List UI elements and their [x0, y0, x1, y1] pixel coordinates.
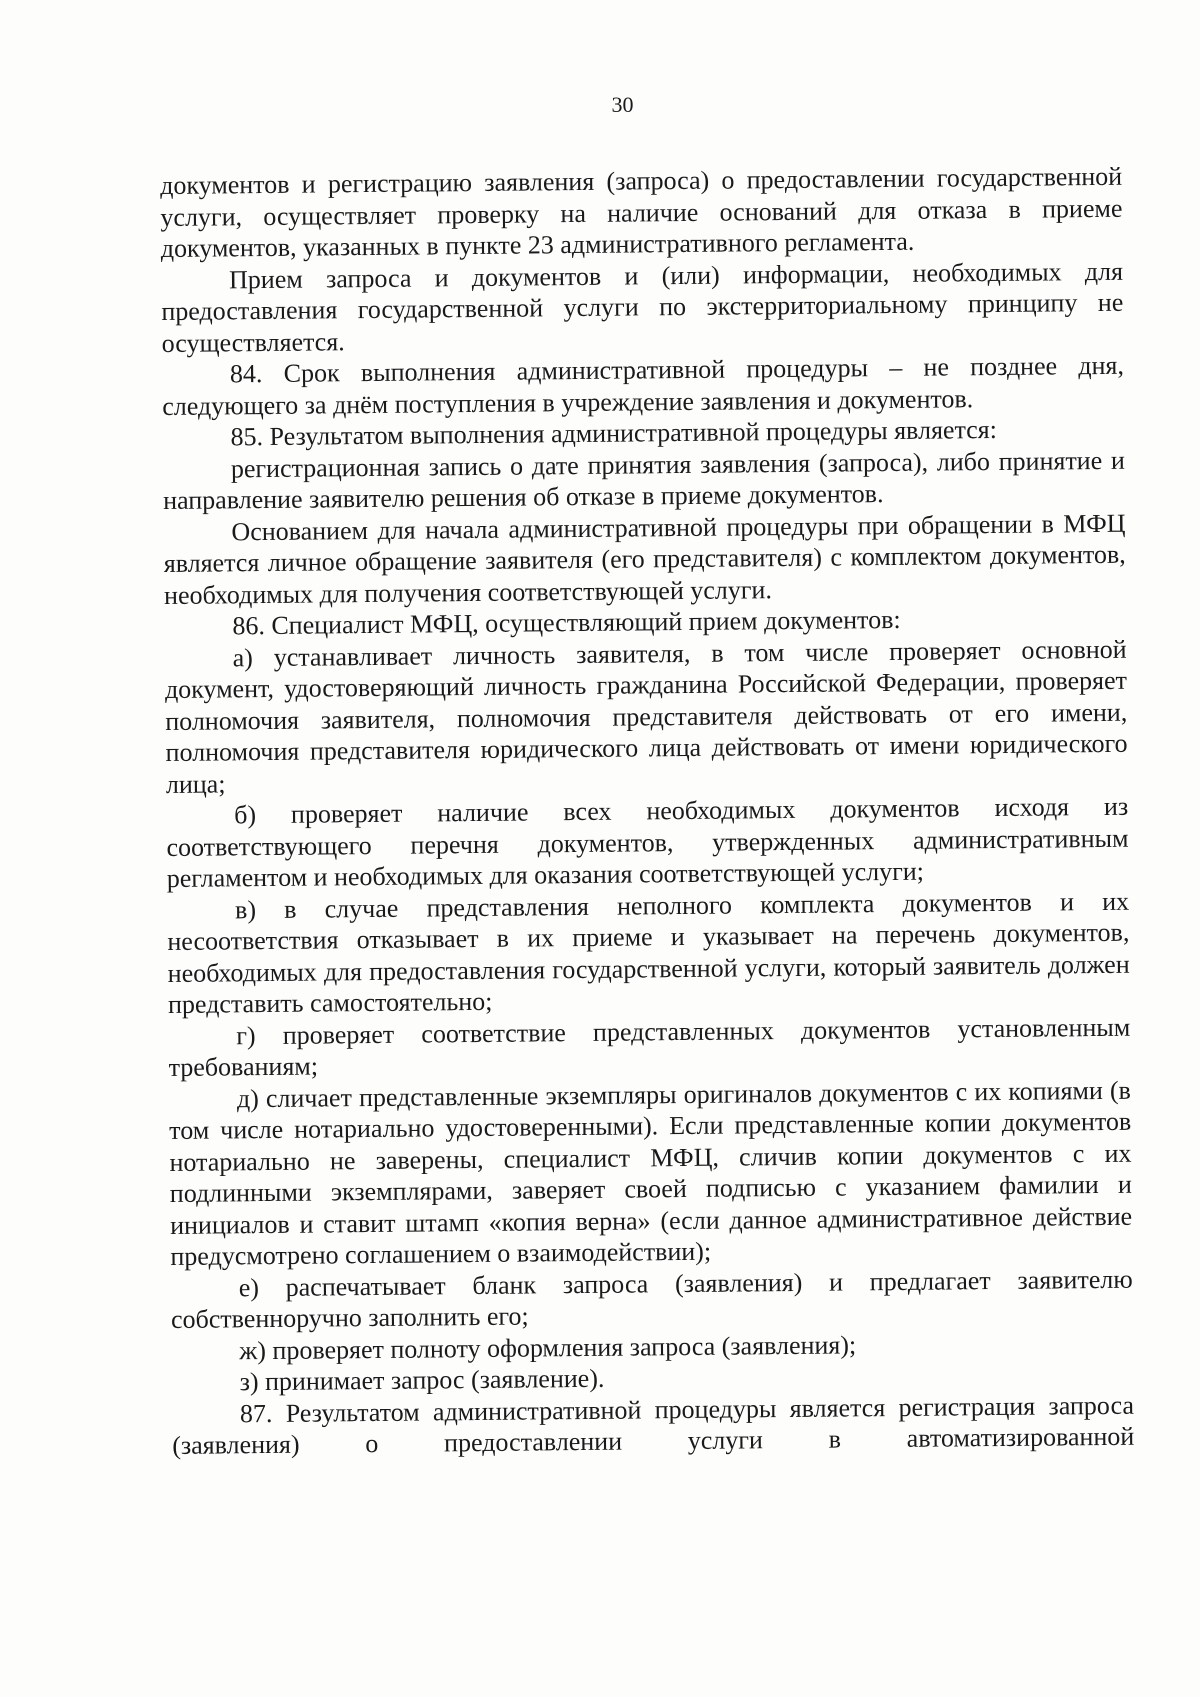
list-item-b: б) проверяет наличие всех необходимых документов исходя из соответствующего перечня документов, утвержденных административным регламентом и необходимых для оказания соответствующей услуги; — [166, 791, 1129, 893]
paragraph-2: Прием запроса и документов и (или) информации, необходимых для предоставления государственной услуги по экстерриториальному принципу не осуществляется. — [161, 256, 1124, 358]
list-item-g: г) проверяет соответствие представленных документов установленным требованиям; — [168, 1012, 1131, 1082]
document-body — [160, 161, 1134, 1462]
paragraph-87: 87. Результатом административной процедуры является регистрация запроса (заявления) о предоставлении услуги в автоматизированной — [172, 1390, 1135, 1460]
list-item-zh: ж) проверяет полноту оформления запроса (заявления); — [239, 1329, 857, 1365]
page-number: 30 — [611, 92, 634, 117]
paragraph-84: 84. Срок выполнения административной процедуры – не позднее дня, следующего за днём поступления в учреждение заявления и документов. — [162, 350, 1125, 421]
list-item-d: д) сличает представленные экземпляры оригиналов документов с их копиями (в том числе нотариально удостоверенными). Если представленные копии документов нотариально не заверены, специалист МФЦ, сличив копии документов с их подлинными экземплярами, заверяет своей подписью с указанием фамилии и инициалов и ставит штамп «копия верна» (если данное административное действие предусмотрено соглашением о взаимодействии); — [169, 1075, 1133, 1271]
paragraph-mfc-basis: Основанием для начала административной процедуры при обращении в МФЦ является личное обращение заявителя (его представителя) с комплектом документов, необходимых для получения соответствующей услуги. — [163, 508, 1126, 610]
paragraph-85: 85. Результатом выполнения административной процедуры является: — [230, 414, 998, 452]
list-item-e: е) распечатывает бланк запроса (заявления) и предлагает заявителю собственноручно заполнить его; — [170, 1264, 1133, 1334]
list-item-z: з) принимает запрос (заявление). — [239, 1363, 605, 1397]
paragraph-86: 86. Специалист МФЦ, осуществляющий прием документов: — [232, 604, 901, 641]
paragraph-1: документов и регистрацию заявления (запроса) о предоставлении государственной услуги, осуществляет проверку на наличие оснований для отказа в приеме документов, указанных в пункте 23 административного регламента. — [160, 161, 1123, 263]
paragraph-85-detail: регистрационная запись о дате принятия заявления (запроса), либо принятие и направление заявителю решения об отказе в приеме документов. — [163, 445, 1125, 515]
list-item-a: а) устанавливает личность заявителя, в том числе проверяет основной документ, удостоверяющий личность гражданина Российской Федерации, проверяет полномочия заявителя, полномочия представителя действовать от его имени, полномочия представителя юридического лица действовать от имени юридического лица; — [164, 634, 1128, 799]
list-item-v: в) в случае представления неполного комплекта документов и их несоответствия отказывает в их приеме и указывает на перечень документов, необходимых для предоставления государственной услуги, который заявитель должен представить самостоятельно; — [167, 886, 1130, 1019]
